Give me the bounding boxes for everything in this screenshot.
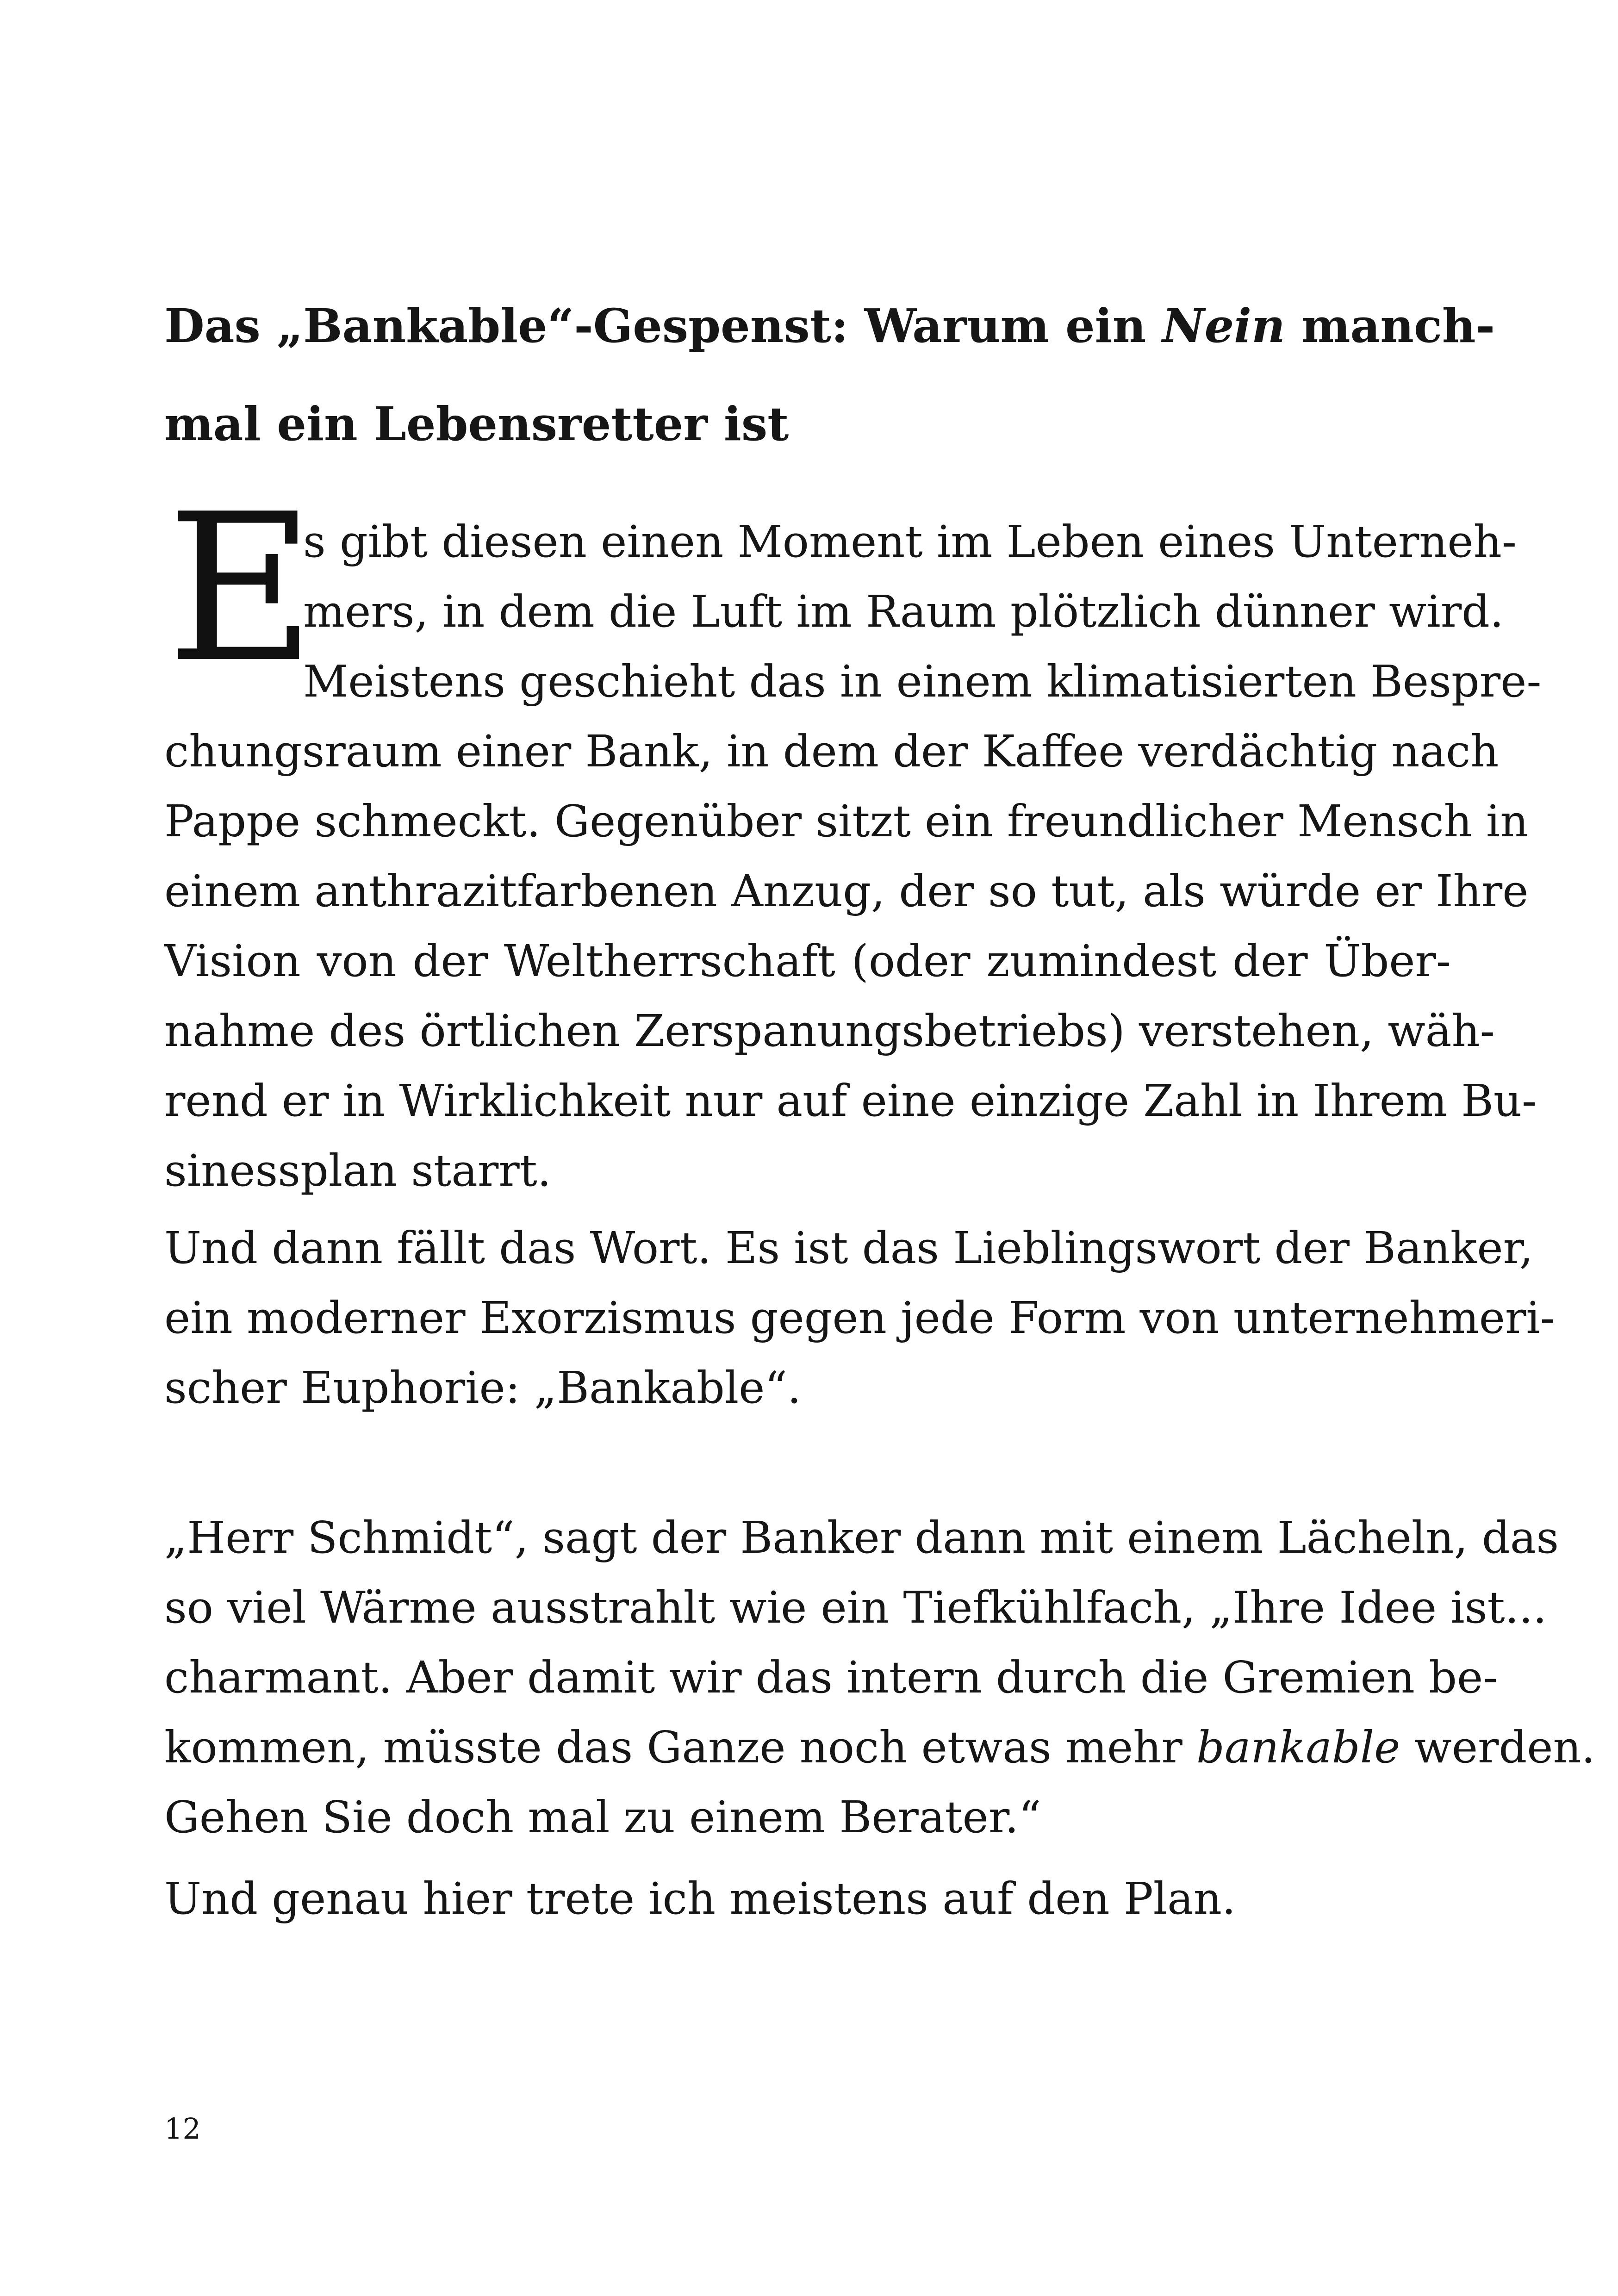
heading-line-1-text: Das „Bankable“-Gespenst: Warum ein — [164, 299, 1163, 353]
paragraph-4 — [164, 1864, 1451, 1934]
paragraph-line: Gehen Sie doch mal zu einem Berater.“ — [164, 1792, 1041, 1843]
heading-emphasis: Nein — [1162, 299, 1285, 353]
drop-cap-initial: E — [167, 470, 316, 707]
paragraph-line: mers, in dem die Luft im Raum plötzlich dünner wird. — [303, 586, 1504, 637]
paragraph-line: ein moderner Exorzismus gegen jede Form von unternehmeri- — [164, 1293, 1555, 1344]
heading-line-1 — [164, 277, 1495, 375]
paragraph-line: Pappe schmeckt. Gegenüber sitzt ein freundlicher Mensch in — [164, 796, 1529, 847]
paragraph-line: einem anthrazitfarbenen Anzug, der so tut, als würde er Ihre — [164, 866, 1529, 917]
chapter-heading — [164, 277, 1495, 473]
paragraph-line: Und dann fällt das Wort. Es ist das Lieblingswort der Banker, — [164, 1223, 1533, 1274]
paragraph-3 — [164, 1503, 1595, 1853]
paragraph-1 — [164, 507, 1542, 1206]
page-number: 12 — [164, 2112, 201, 2146]
paragraph-line — [164, 1713, 1595, 1783]
paragraph-line: rend er in Wirklichkeit nur auf eine einzige Zahl in Ihrem Bu- — [164, 1076, 1537, 1126]
paragraph-line: Meistens geschieht das in einem klimatisierten Bespre- — [303, 656, 1542, 707]
paragraph-line: scher Euphorie: „Bankable“. — [164, 1363, 802, 1413]
paragraph-line: s gibt diesen einen Moment im Leben eines Unterneh- — [303, 516, 1517, 567]
paragraph-line: chungsraum einer Bank, in dem der Kaffee verdächtig nach — [164, 726, 1499, 777]
paragraph-line: sinessplan starrt. — [164, 1145, 552, 1196]
paragraph-line: „Herr Schmidt“, sagt der Banker dann mit einem Lächeln, das — [164, 1512, 1559, 1563]
paragraph-line: Vision von der Weltherrschaft (oder zumindest der Über- — [164, 936, 1451, 987]
paragraph-line: nahme des örtlichen Zerspanungsbetriebs) verstehen, wäh- — [164, 1006, 1495, 1057]
paragraph-line-text: werden. — [1400, 1722, 1595, 1773]
paragraph-2 — [164, 1213, 1555, 1423]
paragraph-line-text: kommen, müsste das Ganze noch etwas mehr — [164, 1722, 1197, 1773]
paragraph-line: so viel Wärme ausstrahlt wie ein Tiefkühlfach, „Ihre Idee ist... — [164, 1582, 1547, 1633]
heading-line-1-end: manch- — [1285, 299, 1495, 353]
heading-line-2: mal ein Lebensretter ist — [164, 397, 789, 451]
paragraph-line: Und genau hier trete ich meistens auf den Plan. — [164, 1873, 1236, 1924]
paragraph-line: charmant. Aber damit wir das intern durch die Gremien be- — [164, 1652, 1498, 1703]
emphasis-bankable: bankable — [1196, 1722, 1400, 1773]
